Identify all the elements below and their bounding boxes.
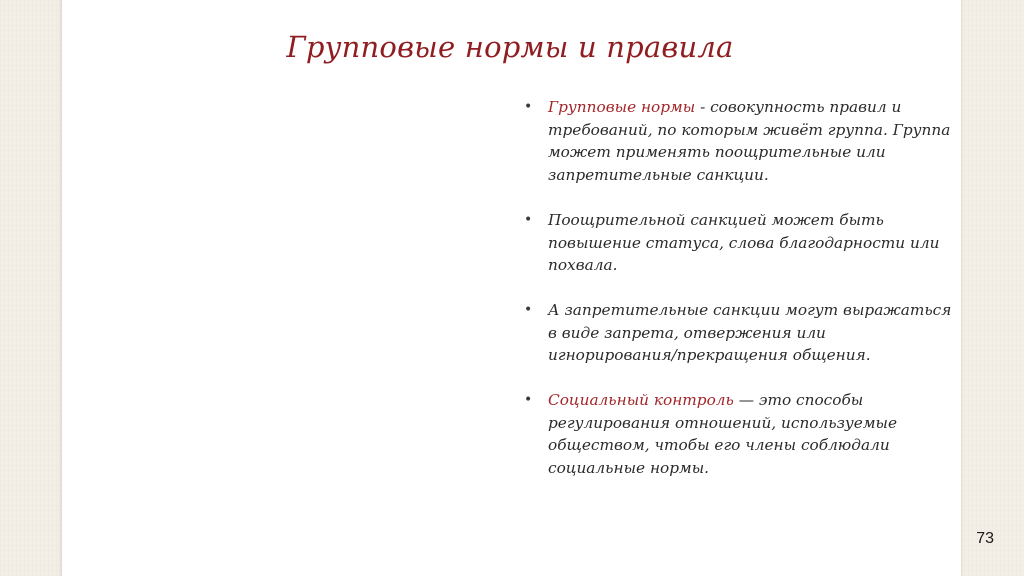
page-number: 73 [976, 530, 994, 547]
bullet-term: Социальный контроль [548, 391, 734, 410]
bullet-item-group-norms [524, 96, 954, 187]
bullet-list [524, 96, 954, 502]
slide-title: Групповые нормы и правила [286, 30, 734, 64]
bullet-icon: • [524, 301, 533, 318]
panel-left-edge [61, 0, 62, 576]
panel-right-edge [961, 0, 962, 576]
bullet-item-prohibitive-sanction [524, 299, 954, 367]
bullet-text: А запретительные санкции могут выражаться в виде запрета, отвержения или игнорирования/прекращения общения. [548, 300, 952, 365]
bullet-icon: • [524, 99, 533, 115]
bullet-icon: • [524, 392, 533, 409]
bullet-text: — это способы регулирования отношений, используемые обществом, чтобы его члены соблюдали социальные нормы. [548, 391, 898, 478]
bullet-item-social-control [524, 389, 954, 480]
bullet-text: - совокупность правил и требований, по которым живёт группа. Группа может применять поощрительные или запретительные санкции. [548, 98, 951, 185]
bullet-item-encouraging-sanction [524, 209, 954, 277]
bullet-term: Групповые нормы [548, 98, 696, 116]
bullet-text: Поощрительной санкцией может быть повышение статуса, слова благодарности или похвала. [548, 210, 940, 275]
bullet-icon: • [524, 211, 533, 228]
